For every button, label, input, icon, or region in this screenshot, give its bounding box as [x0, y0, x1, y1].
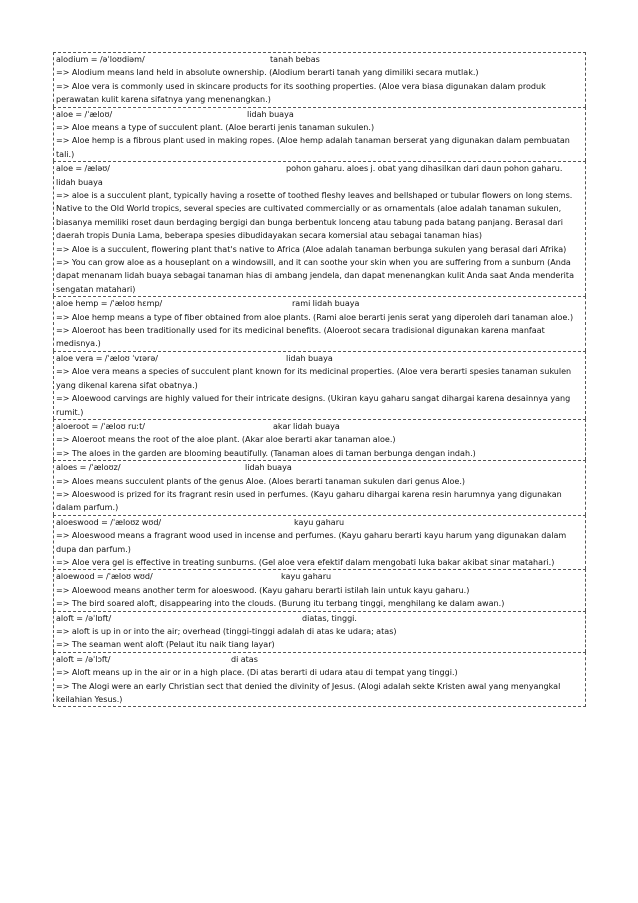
entry-term: aloft = /əˈlɒft/ — [56, 613, 112, 623]
entry-translation: kayu gaharu — [294, 517, 345, 527]
entry-header — [56, 108, 583, 121]
dictionary-entry — [53, 569, 586, 610]
entry-header — [56, 420, 583, 433]
dictionary-page — [53, 52, 586, 707]
example-sentence: => Aloeroot has been traditionally used for its medicinal benefits. (Aloeroot secara tradisional digunakan karena manfaat medisnya.) — [56, 326, 545, 349]
example-sentence: => Aloeswood is prized for its fragrant resin used in perfumes. (Kayu gaharu dihargai karena resin harumnya yang digunakan dalam parfum.) — [56, 489, 562, 513]
entry-term: aloft = /əˈlɔft/ — [56, 654, 111, 664]
example-sentence: => Aloes means succulent plants of the genus Aloe. (Aloes berarti tanaman sukulen dari genus Aloe.) — [56, 476, 466, 486]
dictionary-entry — [53, 419, 586, 460]
entry-translation: akar lidah buaya — [273, 421, 340, 431]
entry-header — [56, 461, 583, 474]
entry-term: alodium = /əˈloʊdiəm/ — [56, 55, 145, 64]
dictionary-entry — [53, 611, 586, 652]
entry-translation: pohon gaharu. aloes j. obat yang dihasilkan dari daun pohon gaharu. lidah buaya — [56, 164, 563, 187]
example-sentence: => Aloe vera gel is effective in treating sunburns. (Gel aloe vera efektif dalam mengobati luka bakar akibat sinar matahari.) — [56, 557, 555, 567]
entry-header — [56, 653, 583, 666]
entry-term: aloe = /ˈæloʊ/ — [56, 109, 113, 119]
entry-header — [56, 53, 583, 66]
entry-translation: diatas, tinggi. — [302, 613, 357, 623]
example-sentence: => Aloe is a succulent, flowering plant that's native to Africa (Aloe adalah tanaman berbunga sukulen yang berasal dari Afrika) — [56, 244, 567, 254]
entry-translation: rami lidah buaya — [292, 299, 360, 309]
example-sentence: => You can grow aloe as a houseplant on a windowsill, and it can soothe your skin when you are suffering from a sunburn (Anda dapat menanam lidah buaya sebagai tanaman hias di ambang jendela, dan dapat menenangkan kulit Anda saat Anda menderita sengatan matahari) — [56, 258, 574, 294]
example-sentence: => Aloe means a type of succulent plant. (Aloe berarti jenis tanaman sukulen.) — [56, 123, 375, 132]
entry-header — [56, 352, 583, 365]
entry-term: aloewood = /ˈæloʊ wʊd/ — [56, 572, 153, 582]
dictionary-entry — [53, 351, 586, 419]
dictionary-entry — [53, 107, 586, 162]
example-sentence: => The aloes in the garden are blooming beautifully. (Tanaman aloes di taman berbunga dengan indah.) — [56, 448, 476, 458]
example-sentence: => Aloewood carvings are highly valued for their intricate designs. (Ukiran kayu gaharu sangat dihargai karena desainnya yang rumit.) — [56, 394, 571, 417]
example-sentence: => Aloe hemp means a type of fiber obtained from aloe plants. (Rami aloe berarti jenis serat yang diperoleh dari tanaman aloe.) — [56, 312, 574, 322]
entry-term: aloe = /æləʊ/ — [56, 164, 110, 174]
dictionary-entry — [53, 161, 586, 296]
dictionary-entry — [53, 296, 586, 351]
entry-translation: lidah buaya — [247, 109, 294, 119]
example-sentence: => The seaman went aloft (Pelaut itu naik tiang layar) — [56, 640, 275, 650]
entry-term: aloeroot = /ˈæloʊ ruːt/ — [56, 421, 145, 431]
entry-term: aloeswood = /ˈæloʊz wʊd/ — [56, 517, 162, 527]
entry-term: aloe vera = /ˈæloʊ ˈvɪərə/ — [56, 353, 159, 363]
entry-translation: kayu gaharu — [281, 572, 332, 582]
example-sentence: => Aloe hemp is a fibrous plant used in making ropes. (Aloe hemp adalah tanaman berserat yang digunakan dalam pembuatan tali.) — [56, 136, 570, 159]
example-sentence: => Alodium means land held in absolute ownership. (Alodium berarti tanah yang dimiliki secara mutlak.) — [56, 68, 479, 78]
example-sentence: => The bird soared aloft, disappearing into the clouds. (Burung itu terbang tinggi, menghilang ke dalam awan.) — [56, 599, 505, 609]
dictionary-entry — [53, 515, 586, 570]
entry-header — [56, 516, 583, 529]
example-sentence: => The Alogi were an early Christian sect that denied the divinity of Jesus. (Alogi adalah sekte Kristen awal yang menyangkal keilahian Yesus.) — [56, 681, 561, 704]
entry-term: aloes = /ˈæloʊz/ — [56, 463, 121, 473]
entry-translation: lidah buaya — [286, 353, 333, 363]
entry-header — [56, 612, 583, 625]
dictionary-entry — [53, 52, 586, 107]
example-sentence: => Aloewood means another term for aloeswood. (Kayu gaharu berarti istilah lain untuk kayu gaharu.) — [56, 585, 470, 595]
entry-translation: lidah buaya — [245, 463, 292, 473]
example-sentence: => Aloeroot means the root of the aloe plant. (Akar aloe berarti akar tanaman aloe.) — [56, 435, 396, 445]
example-sentence: => Aloe vera means a species of succulent plant known for its medicinal properties. (Aloe vera berarti spesies tanaman sukulen yang dikenal karena sifat obatnya.) — [56, 367, 572, 390]
example-sentence: => aloft is up in or into the air; overhead (tinggi-tinggi adalah di atas ke udara; atas) — [56, 626, 397, 636]
entry-translation: di atas — [231, 654, 258, 664]
example-sentence: => Aloft means up in the air or in a high place. (Di atas berarti di udara atau di tempat yang tinggi.) — [56, 668, 458, 678]
dictionary-entry — [53, 652, 586, 708]
example-sentence: => Aloeswood means a fragrant wood used in incense and perfumes. (Kayu gaharu berarti kayu harum yang digunakan dalam dupa dan parfum.) — [56, 531, 567, 554]
entry-header — [56, 162, 583, 189]
entry-translation: tanah bebas — [270, 55, 320, 64]
entry-header — [56, 297, 583, 310]
entry-header — [56, 570, 583, 583]
entry-term: aloe hemp = /ˈæloʊ hɛmp/ — [56, 299, 163, 309]
example-sentence: => aloe is a succulent plant, typically having a rosette of toothed fleshy leaves and bellshaped or tubular flowers on long stems. Native to the Old World tropics, several species are cultivated commercially or as ornamentals (aloe adalah tanaman sukulen, biasanya memiliki roset daun berdaging bergigi dan bunga berbentuk lonceng atau tabung pada batang panjang. Berasal dari daerah tropis Dunia Lama, beberapa spesies dibudidayakan secara komersial atau sebagai tanaman hias) — [56, 191, 573, 241]
example-sentence: => Aloe vera is commonly used in skincare products for its soothing properties. (Aloe vera biasa digunakan dalam produk perawatan kulit karena sifatnya yang menenangkan.) — [56, 81, 546, 105]
dictionary-entry — [53, 460, 586, 515]
